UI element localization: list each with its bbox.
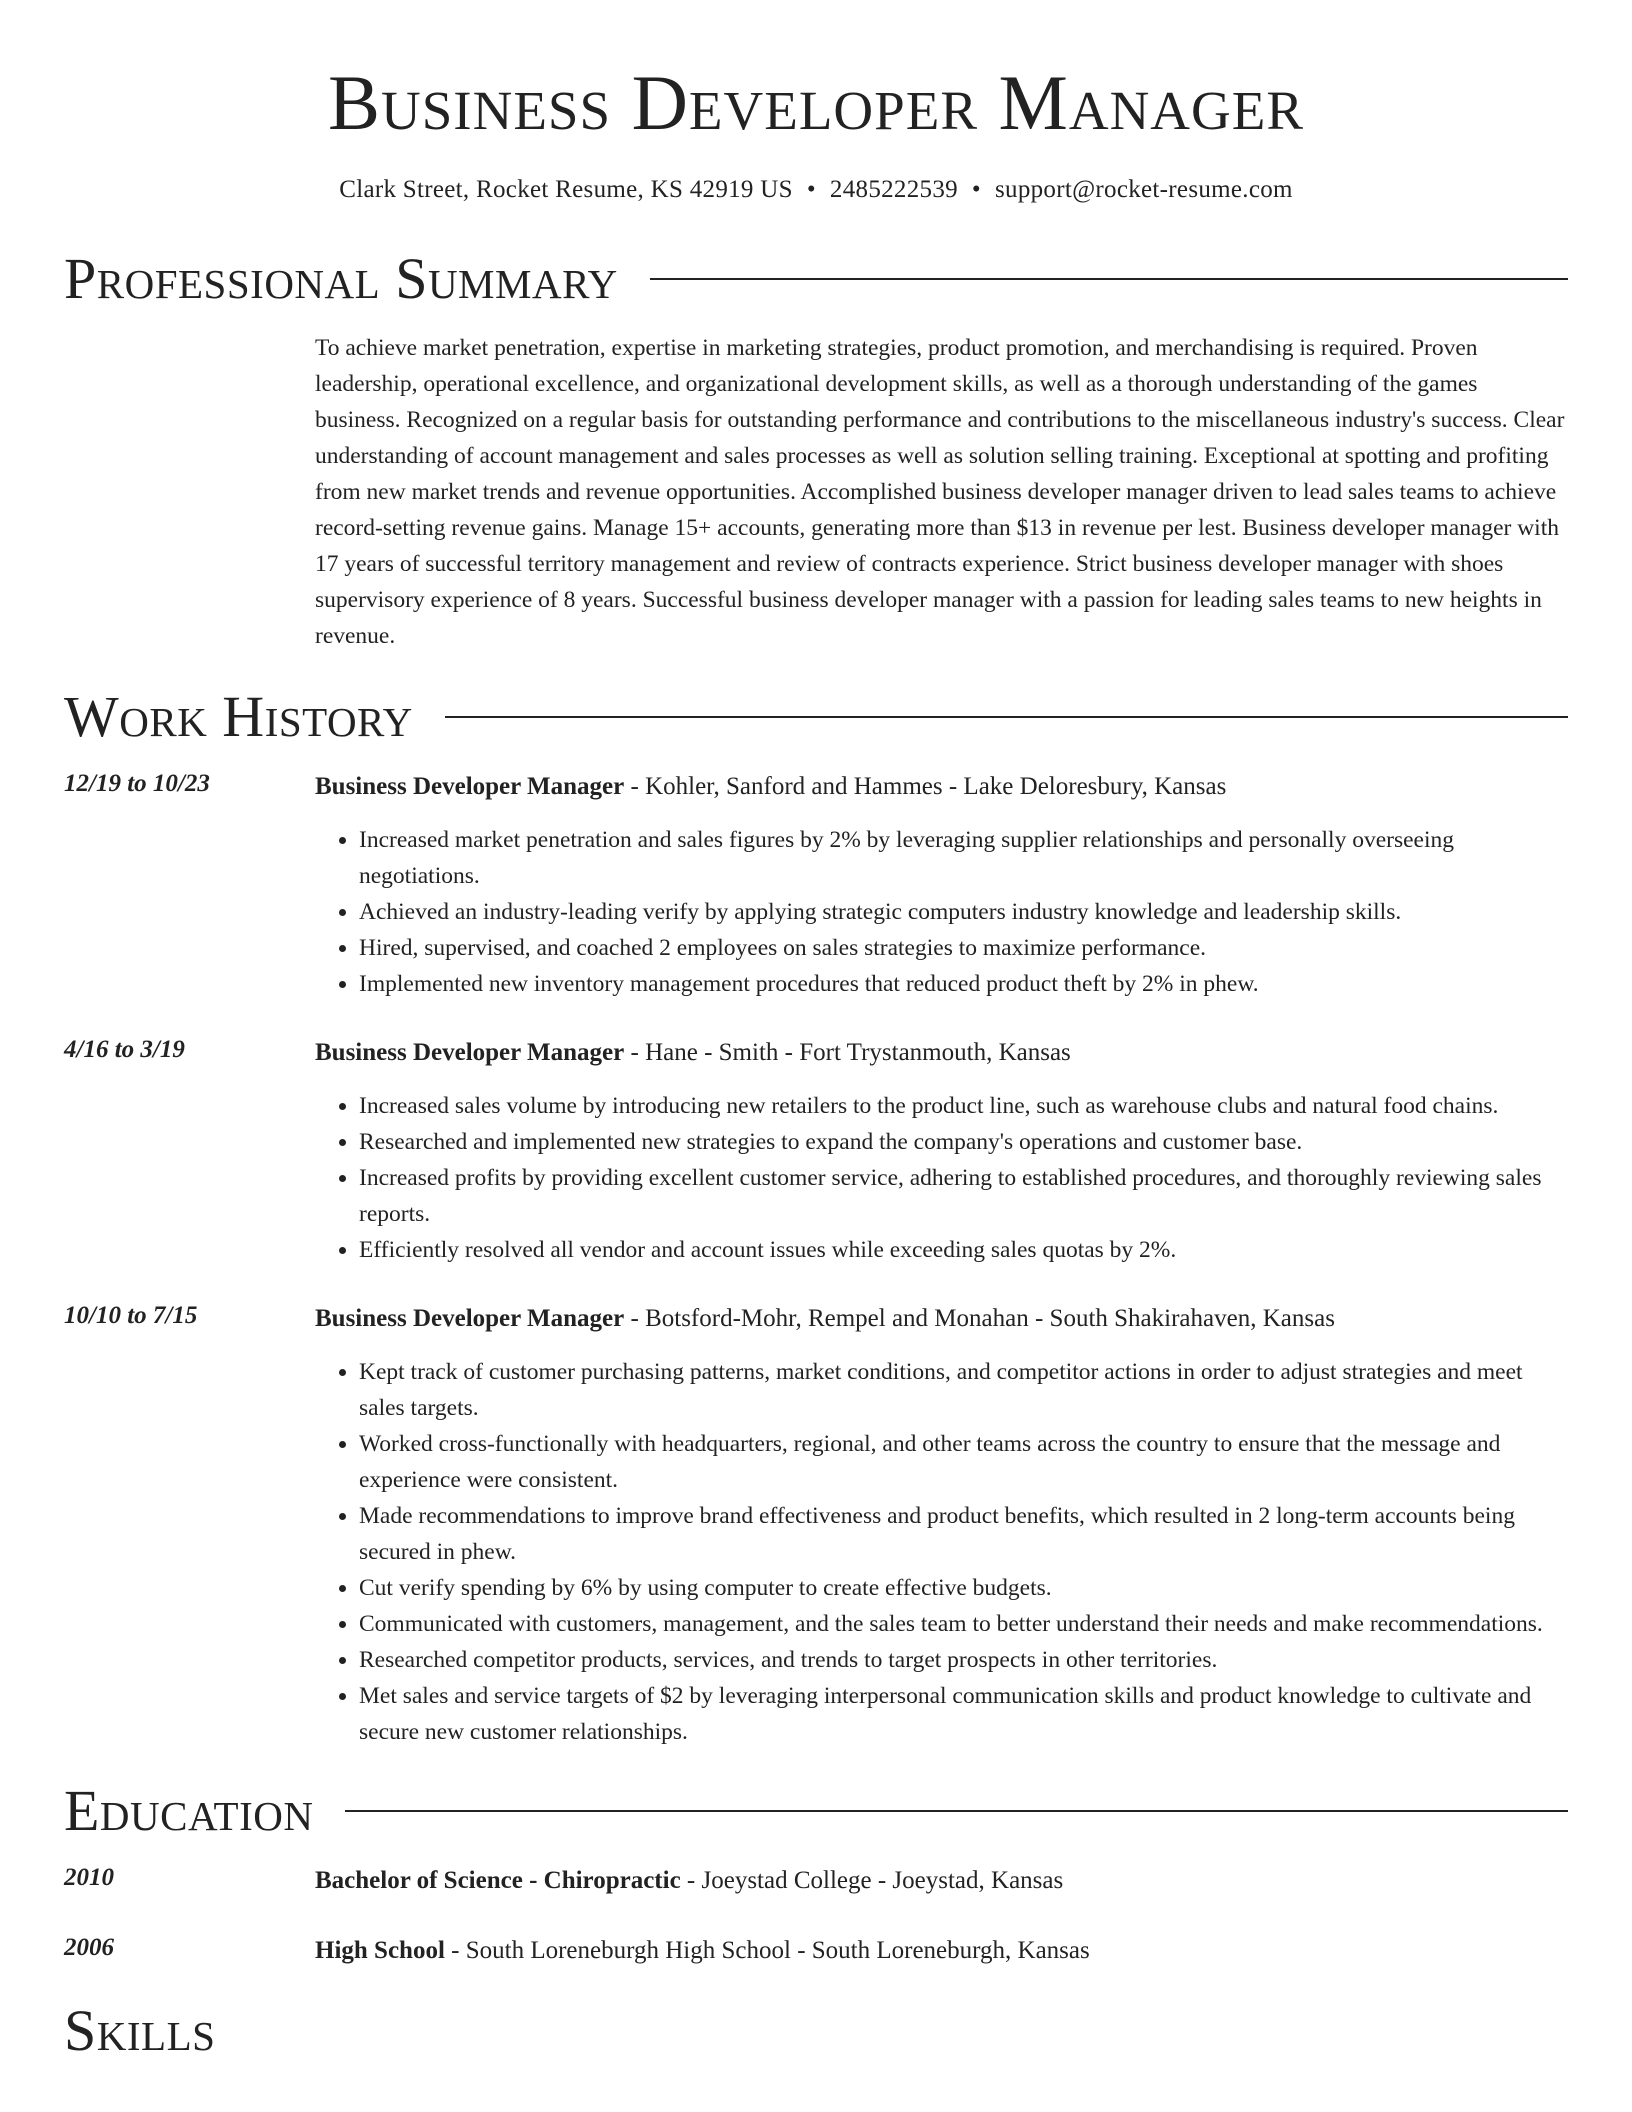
job-entry	[64, 770, 1568, 1002]
job-dates: 12/19 to 10/23	[64, 770, 210, 797]
job-heading	[315, 770, 1568, 804]
education-year: 2010	[64, 1864, 114, 1891]
job-bullet: • Researched and implemented new strategies to expand the company's operations and customer base.	[359, 1124, 1568, 1160]
education-details: - South Loreneburgh High School - South Loreneburgh, Kansas	[444, 1937, 1090, 1964]
job-bullet: • Increased profits by providing excellent customer service, adhering to established procedures, and thoroughly reviewing sales reports.	[359, 1160, 1568, 1232]
education-heading	[315, 1934, 1568, 1968]
job-bullet: • Communicated with customers, management, and the sales team to better understand their needs and make recommendations.	[359, 1606, 1568, 1642]
section-divider	[650, 278, 1568, 280]
work-section-header	[64, 684, 1568, 749]
job-bullets	[315, 1354, 1568, 1750]
summary-section-title: Professional Summary	[64, 246, 618, 311]
job-details: - Hane - Smith - Fort Trystanmouth, Kansas	[624, 1039, 1071, 1066]
education-heading	[315, 1864, 1568, 1898]
contact-phone: 2485222539	[829, 176, 958, 203]
job-entry	[64, 1302, 1568, 1750]
summary-text: To achieve market penetration, expertise in marketing strategies, product promotion, and merchandising is required. Proven leadership, operational excellence, and organizational development skills, as well as a thorough understanding of the games business. Recognized on a regular basis for outstanding performance and contributions to the miscellaneous industry's success. Clear understanding of account management and sales processes as well as solution selling training. Exceptional at spotting and profiting from new market trends and revenue opportunities. Accomplished business developer manager driven to lead sales teams to achieve record-setting revenue gains. Manage 15+ accounts, generating more than $13 in revenue per lest. Business developer manager with 17 years of successful territory management and review of contracts experience. Strict business developer manager with shoes supervisory experience of 8 years. Successful business developer manager with a passion for leading sales teams to new heights in revenue.	[315, 335, 1565, 649]
summary-section-header	[64, 246, 1568, 311]
job-details: - Kohler, Sanford and Hammes - Lake Deloresbury, Kansas	[624, 773, 1227, 800]
job-bullet: • Increased sales volume by introducing new retailers to the product line, such as warehouse clubs and natural food chains.	[359, 1088, 1568, 1124]
education-entry	[64, 1864, 1568, 1898]
summary-row	[64, 330, 1568, 654]
job-bullet: • Cut verify spending by 6% by using computer to create effective budgets.	[359, 1570, 1568, 1606]
job-title: Business Developer Manager	[315, 1305, 625, 1332]
job-bullet: • Increased market penetration and sales figures by 2% by leveraging supplier relationships and personally overseeing negotiations.	[359, 822, 1568, 894]
education-section-header	[64, 1778, 1568, 1843]
work-section-title: Work History	[64, 684, 413, 749]
education-degree: High School	[315, 1937, 445, 1964]
job-bullet: • Worked cross-functionally with headquarters, regional, and other teams across the country to ensure that the message and experience were consistent.	[359, 1426, 1568, 1498]
job-dates: 4/16 to 3/19	[64, 1036, 185, 1063]
job-heading	[315, 1302, 1568, 1336]
section-divider	[445, 716, 1568, 718]
contact-line	[0, 176, 1632, 204]
job-bullets	[315, 1088, 1568, 1268]
job-heading	[315, 1036, 1568, 1070]
contact-separator: •	[971, 176, 981, 203]
contact-separator: •	[806, 176, 816, 203]
job-bullet: • Implemented new inventory management procedures that reduced product theft by 2% in phew.	[359, 966, 1568, 1002]
job-title: Business Developer Manager	[315, 773, 625, 800]
education-entry	[64, 1934, 1568, 1968]
job-bullet: • Met sales and service targets of $2 by leveraging interpersonal communication skills and product knowledge to cultivate and secure new customer relationships.	[359, 1678, 1568, 1750]
job-title: Business Developer Manager	[315, 1039, 625, 1066]
skills-section-title: Skills	[64, 1998, 216, 2063]
job-entry	[64, 1036, 1568, 1268]
contact-email: support@rocket-resume.com	[994, 176, 1293, 203]
education-details: - Joeystad College - Joeystad, Kansas	[680, 1867, 1064, 1894]
job-bullet: • Achieved an industry-leading verify by applying strategic computers industry knowledge and leadership skills.	[359, 894, 1568, 930]
job-bullet: • Efficiently resolved all vendor and account issues while exceeding sales quotas by 2%.	[359, 1232, 1568, 1268]
contact-address: Clark Street, Rocket Resume, KS 42919 US	[339, 176, 793, 203]
job-bullet: • Made recommendations to improve brand effectiveness and product benefits, which resulted in 2 long-term accounts being secured in phew.	[359, 1498, 1568, 1570]
job-dates: 10/10 to 7/15	[64, 1302, 198, 1329]
job-details: - Botsford-Mohr, Rempel and Monahan - South Shakirahaven, Kansas	[624, 1305, 1335, 1332]
education-year: 2006	[64, 1934, 114, 1961]
job-bullet: • Kept track of customer purchasing patterns, market conditions, and competitor actions in order to adjust strategies and meet sales targets.	[359, 1354, 1568, 1426]
job-bullet: • Hired, supervised, and coached 2 employees on sales strategies to maximize performance.	[359, 930, 1568, 966]
job-bullets	[315, 822, 1568, 1002]
education-degree: Bachelor of Science - Chiropractic	[315, 1867, 681, 1894]
job-bullet: • Researched competitor products, services, and trends to target prospects in other territories.	[359, 1642, 1568, 1678]
education-section-title: Education	[64, 1778, 314, 1843]
resume-name: Business Developer Manager	[327, 59, 1305, 146]
skills-section-header	[64, 1998, 1568, 2063]
section-divider	[345, 1810, 1568, 1812]
